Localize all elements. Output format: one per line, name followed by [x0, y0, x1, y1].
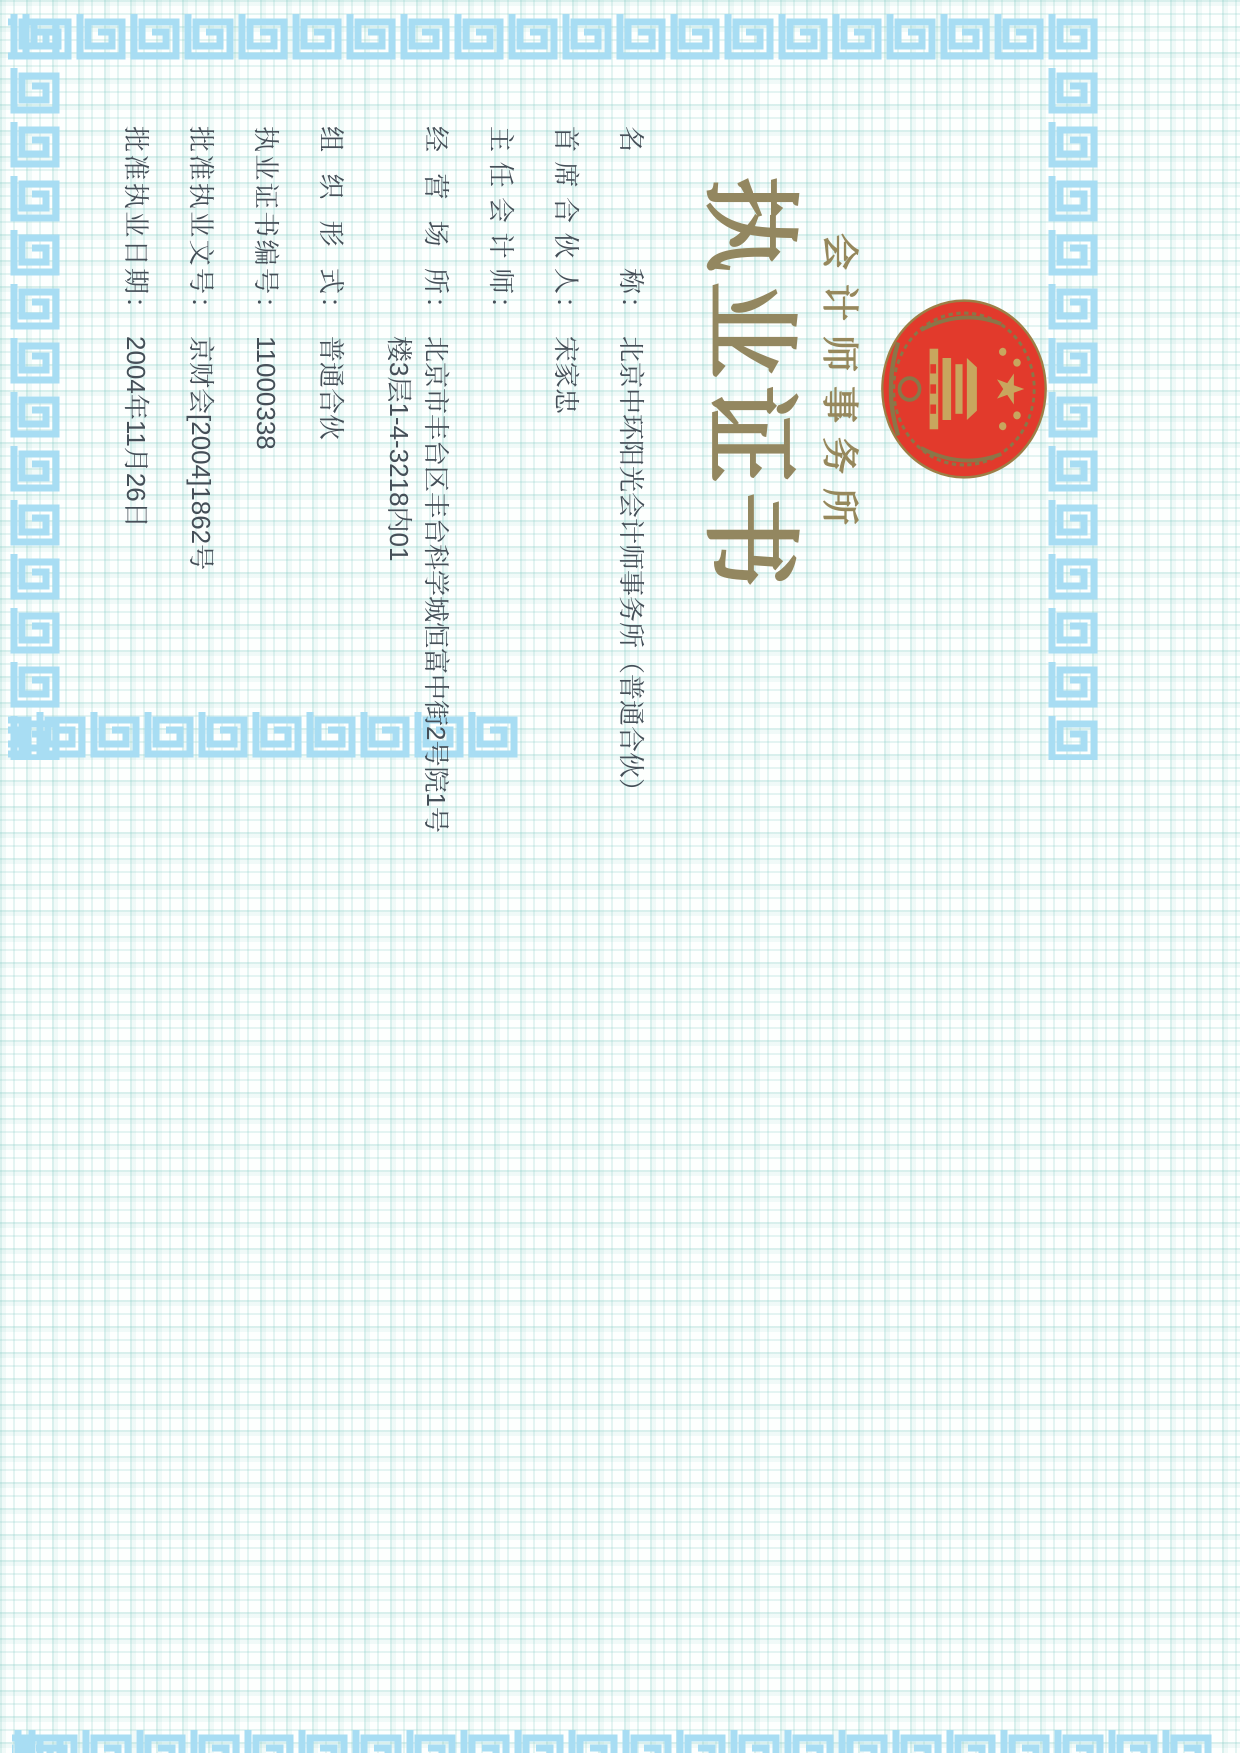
meander-border-bottom — [8, 8, 62, 760]
field-label: 主任会计师 — [486, 126, 516, 294]
meander-border-top — [1046, 8, 1100, 760]
field-label: 执业证书编号 — [251, 126, 281, 294]
national-emblem-icon — [878, 296, 1050, 482]
meander-border-left — [12, 1724, 1214, 1753]
field-value: 宋家忠 — [551, 336, 581, 415]
field-colon: ： — [486, 296, 516, 323]
field-colon: ： — [121, 296, 151, 323]
field-colon: ： — [421, 296, 451, 323]
field-colon: ： — [186, 296, 216, 323]
field-row-approval-date — [119, 126, 153, 766]
field-row-license-number — [249, 126, 283, 766]
field-row-chief-partner — [549, 126, 583, 766]
certificate-fields — [88, 126, 648, 833]
field-value: 11000338 — [251, 336, 281, 450]
field-colon: ： — [251, 296, 281, 323]
field-label: 经营场所 — [421, 126, 451, 294]
certificate-subtitle: 会计师事务所 — [818, 233, 859, 539]
field-row-business-address — [379, 126, 453, 833]
field-label: 批准执业文号 — [186, 126, 216, 294]
field-value: 北京中环阳光会计师事务所（普通合伙） — [616, 336, 646, 805]
meander-border-left — [8, 8, 1100, 62]
field-label: 组织形式 — [316, 126, 346, 294]
field-row-name — [614, 126, 648, 805]
field-label: 首席合伙人 — [551, 126, 581, 294]
field-label: 名称 — [616, 126, 646, 294]
certificate-title-page — [0, 0, 1240, 876]
field-value-line1: 北京市丰台区丰台科学城恒富中街2号院1号 — [421, 336, 451, 833]
field-label: 批准执业日期 — [121, 126, 151, 294]
field-value: 2004年11月26日 — [121, 336, 151, 528]
field-row-chief-accountant — [484, 126, 518, 766]
certificate-title: 执业证书 — [695, 176, 802, 596]
certificate-notes-page — [0, 876, 1240, 1753]
field-colon: ： — [551, 296, 581, 323]
field-value: 京财会[2004]1862号 — [186, 336, 216, 571]
field-row-organization-form — [314, 126, 348, 766]
field-row-approval-doc-number — [184, 126, 218, 766]
field-colon: ： — [616, 296, 646, 323]
field-colon: ： — [316, 296, 346, 323]
field-value: 普通合伙 — [316, 336, 346, 441]
field-value-line2: 楼3层1-4-3218内01 — [384, 336, 414, 562]
